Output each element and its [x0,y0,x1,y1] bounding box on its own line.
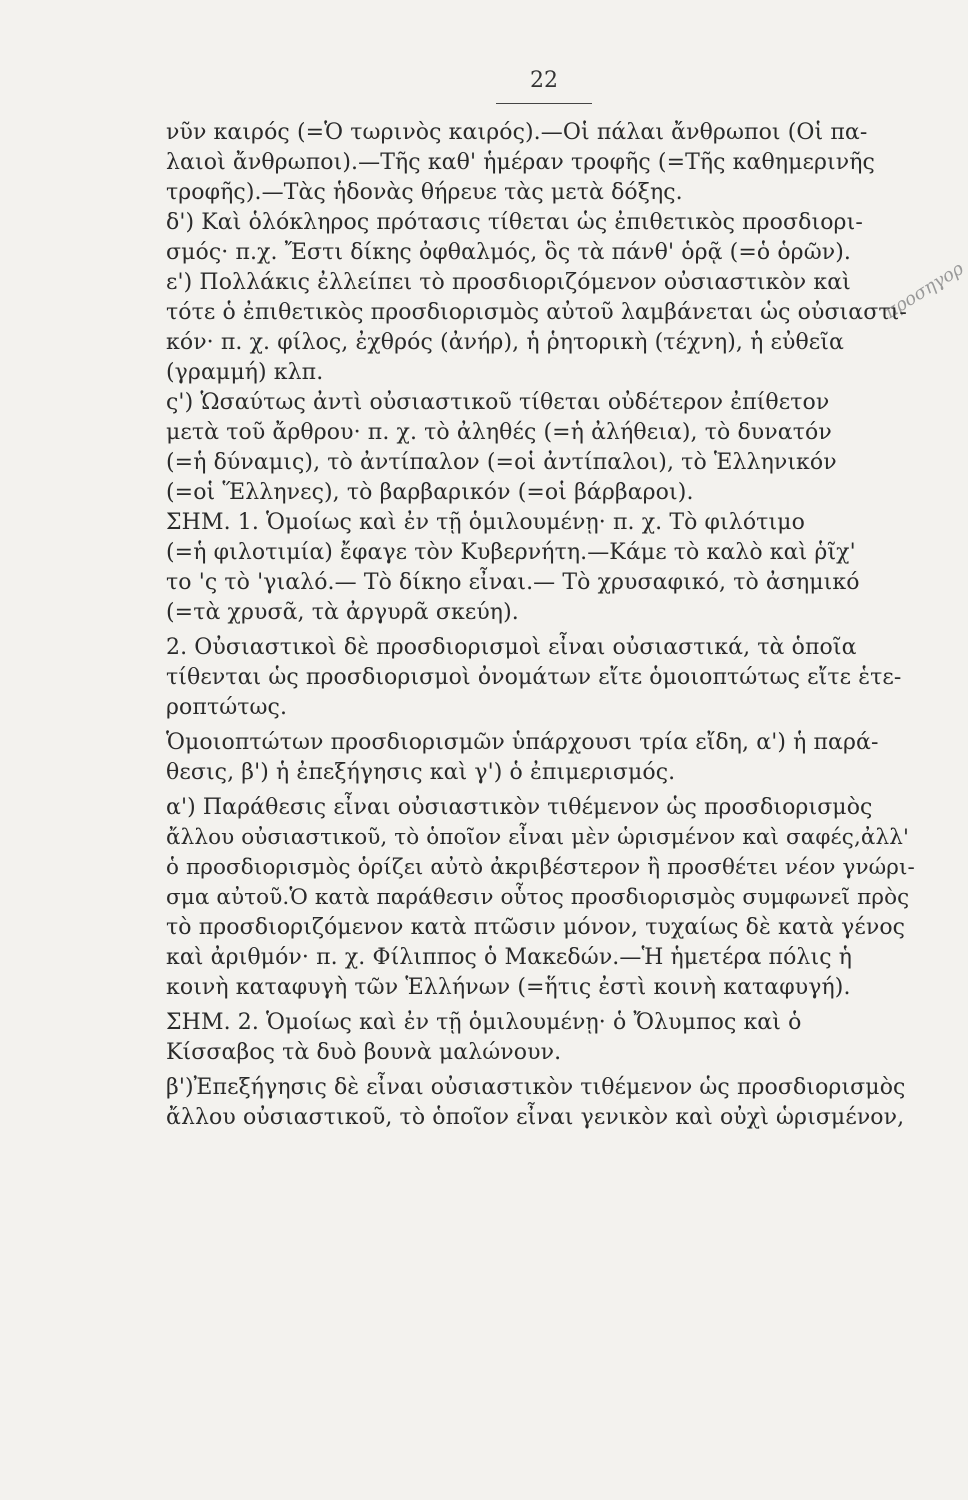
text-line-29: κοινὴ καταφυγὴ τῶν Ἑλλήνων (=ἥτις ἐστὶ κοινὴ καταφυγή). [166,975,851,1000]
text-line-4: δ') Καὶ ὁλόκληρος πρότασις τίθεται ὡς ἐπιθετικὸς προσδιορι- [166,210,863,235]
text-line-16: το 'ς τὸ 'γιαλό.— Τὸ δίκηο εἶναι.— Τὸ χρυσαφικό, τὸ ἀσημικό [166,570,860,595]
page-number: 22 [530,68,558,93]
text-line-3: τροφῆς).—Τὰς ἡδονὰς θήρευε τὰς μετὰ δόξης. [166,180,683,205]
text-line-30: ΣΗΜ. 2. Ὁμοίως καὶ ἐν τῇ ὁμιλουμένῃ· ὁ Ὄλυμπος καὶ ὁ [166,1010,802,1035]
text-line-28: καὶ ἀριθμόν· π. χ. Φίλιππος ὁ Μακεδών.—Ἡ ἡμετέρα πόλις ἡ [166,945,852,970]
text-line-21: Ὁμοιοπτώτων προσδιορισμῶν ὑπάρχουσι τρία εἴδη, α') ἡ παρά- [166,730,879,755]
text-line-8: κόν· π. χ. φίλος, ἐχθρός (ἀνήρ), ἡ ῥητορικὴ (τέχνη), ἡ εὐθεῖα [166,330,844,355]
text-line-7: τότε ὁ ἐπιθετικὸς προσδιορισμὸς αὐτοῦ λαμβάνεται ὡς οὐσιαστι- [166,300,907,325]
text-line-26: σμα αὐτοῦ.Ὁ κατὰ παράθεσιν οὗτος προσδιορισμὸς συμφωνεῖ πρὸς [166,885,910,910]
margin-handwritten-note: προσηγορ [881,258,968,323]
text-line-20: ροπτώτως. [166,695,288,720]
text-line-2: λαιοὶ ἄνθρωποι).—Τῆς καθ' ἡμέραν τροφῆς (=Τῆς καθημερινῆς [166,150,875,175]
text-line-5: σμός· π.χ. Ἔστι δίκης ὀφθαλμός, ὃς τὰ πάνθ' ὁρᾷ (=ὁ ὁρῶν). [166,240,851,265]
text-line-9: (γραμμή) κλπ. [166,360,324,385]
text-line-23: α') Παράθεσις εἶναι οὐσιαστικὸν τιθέμενον ὡς προσδιορισμὸς [166,795,873,820]
text-line-25: ὁ προσδιορισμὸς ὁρίζει αὐτὸ ἀκριβέστερον ἢ προσθέτει νέον γνώρι- [166,855,915,880]
text-line-33: ἄλλου οὐσιαστικοῦ, τὸ ὁποῖον εἶναι γενικὸν καὶ οὐχὶ ὡρισμένον, [166,1105,905,1130]
text-line-13: (=οἱ Ἕλληνες), τὸ βαρβαρικόν (=οἱ βάρβαροι). [166,480,694,505]
text-line-6: ε') Πολλάκις ἐλλείπει τὸ προσδιοριζόμενον οὐσιαστικὸν καὶ [166,270,851,295]
text-line-11: μετὰ τοῦ ἄρθρου· π. χ. τὸ ἀληθές (=ἡ ἀλήθεια), τὸ δυνατόν [166,420,832,445]
text-line-24: ἄλλου οὐσιαστικοῦ, τὸ ὁποῖον εἶναι μὲν ὡρισμένον καὶ σαφές,ἀλλ' [166,825,909,850]
text-line-31: Κίσσαβος τὰ δυὸ βουνὰ μαλώνουν. [166,1040,562,1065]
text-line-14: ΣΗΜ. 1. Ὁμοίως καὶ ἐν τῇ ὁμιλουμένῃ· π. χ. Τὸ φιλότιμο [166,510,805,535]
text-line-19: τίθενται ὡς προσδιορισμοὶ ὀνομάτων εἴτε ὁμοιοπτώτως εἴτε ἑτε- [166,665,902,690]
text-line-17: (=τὰ χρυσᾶ, τὰ ἀργυρᾶ σκεύη). [166,600,519,625]
text-line-1: νῦν καιρός (=Ὁ τωρινὸς καιρός).—Οἱ πάλαι ἄνθρωποι (Οἱ πα- [166,120,868,145]
text-line-27: τὸ προσδιοριζόμενον κατὰ πτῶσιν μόνον, τυχαίως δὲ κατὰ γένος [166,915,906,940]
text-line-15: (=ἡ φιλοτιμία) ἔφαγε τὸν Κυβερνήτη.—Κάμε τὸ καλὸ καὶ ῥῖχ' [166,540,856,565]
text-line-22: θεσις, β') ἡ ἐπεξήγησις καὶ γ') ὁ ἐπιμερισμός. [166,760,676,785]
page-body-text [166,118,922,1133]
text-line-10: ς') Ὡσαύτως ἀντὶ οὐσιαστικοῦ τίθεται οὐδέτερον ἐπίθετον [166,390,830,415]
text-line-12: (=ἡ δύναμις), τὸ ἀντίπαλον (=οἱ ἀντίπαλοι), τὸ Ἑλληνικόν [166,450,837,475]
page-number-rule [496,103,592,104]
text-line-18: 2. Οὐσιαστικοὶ δὲ προσδιορισμοὶ εἶναι οὐσιαστικά, τὰ ὁποῖα [166,635,857,660]
text-line-32: β')Ἐπεξήγησις δὲ εἶναι οὐσιαστικὸν τιθέμενον ὡς προσδιορισμὸς [166,1075,906,1100]
